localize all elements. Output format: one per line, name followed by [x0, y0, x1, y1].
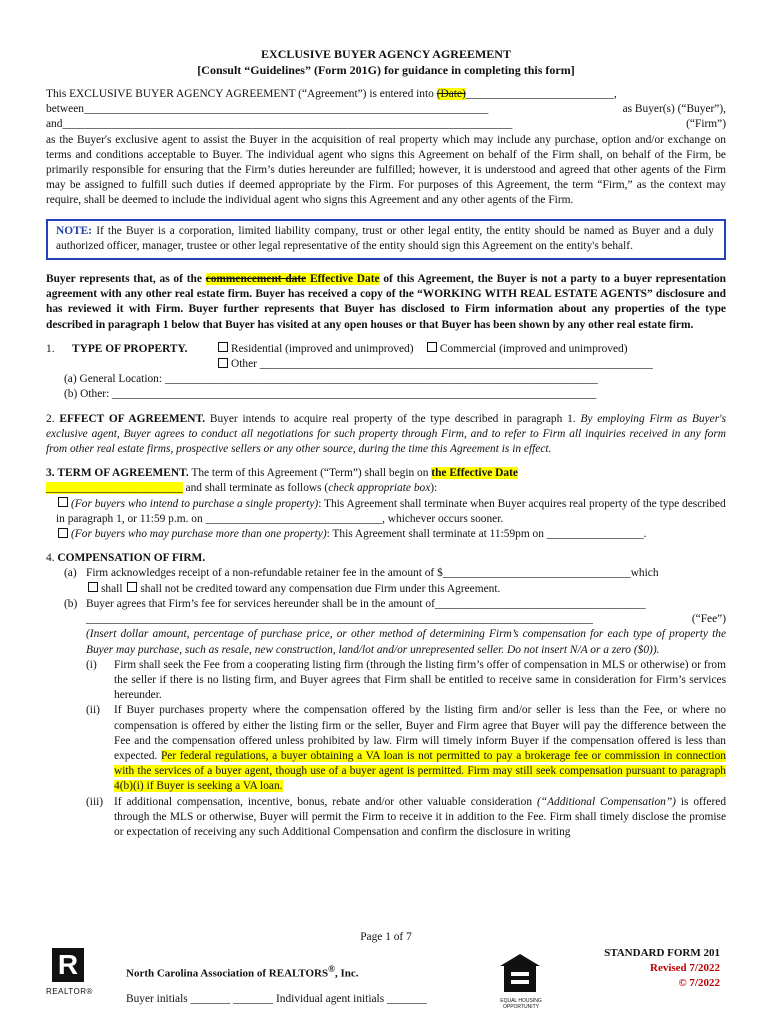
- section-4a: [46, 566, 726, 596]
- commercial-checkbox[interactable]: [427, 342, 437, 352]
- section-4b-iii-number: (iii): [86, 795, 104, 808]
- other-field[interactable]: (b) Other: _____________________________________________________________________________________: [64, 388, 597, 401]
- section-4b-iii: [46, 795, 726, 841]
- section-4b-i-text: Firm shall seek the Fee from a cooperating listing firm (through the listing firm’s offer of compensation in MLS or otherwise) or from the seller if there is no listing firm, and Buyer agrees that Firm shall be entitled to receive same in consideration for Firm’s services hereunder.: [114, 658, 726, 702]
- fee-amount-field[interactable]: Buyer agrees that Firm’s fee for services hereunder shall be in the amount of_____________________________________: [86, 597, 646, 610]
- term-option-multiple: [46, 527, 726, 542]
- section-2-heading: EFFECT OF AGREEMENT.: [59, 412, 206, 425]
- single-property-italic: (For buyers who intend to purchase a single property): [71, 497, 319, 510]
- form-title: EXCLUSIVE BUYER AGENCY AGREEMENT: [261, 47, 511, 61]
- section-4b-i-number: (i): [86, 658, 97, 671]
- note-text: If the Buyer is a corporation, limited liability company, trust or other legal entity, the entity should be named as Buyer and a duly authorized officer, manager, trustee or other legal representative of the entity should sign this Agreement on the entity's behalf.: [56, 224, 714, 252]
- buyer-name-field[interactable]: between_______________________________________________________________________: [46, 103, 489, 116]
- form-id-block: [604, 946, 720, 991]
- association-text: North Carolina Association of REALTORS: [126, 967, 329, 980]
- page-number: Page 1 of 7: [360, 931, 412, 943]
- section-4b: [46, 597, 726, 658]
- form-subtitle: [Consult “Guidelines” (Form 201G) for guidance in completing this form]: [197, 63, 575, 77]
- section-4b-iii-text-a: If additional compensation, incentive, bonus, rebate and/or other valuable consideration: [114, 795, 537, 808]
- general-location-field[interactable]: (a) General Location: ____________________________________________________________________________: [64, 373, 598, 386]
- copyright: © 7/2022: [678, 977, 720, 989]
- realtor-logo-icon: R: [52, 948, 84, 982]
- section-3-text-b: and shall terminate as follows (: [182, 482, 329, 495]
- section-1: [46, 342, 726, 372]
- additional-compensation-label: (“Additional Compensation”): [536, 795, 676, 808]
- page-footer: [46, 930, 726, 1020]
- residential-checkbox[interactable]: [218, 342, 228, 352]
- retainer-shall-not-label: shall not be credited toward any compensation due Firm under this Agreement.: [140, 582, 501, 595]
- section-2: [46, 412, 726, 458]
- term-option-single: [46, 497, 726, 527]
- section-4-number: 4.: [46, 552, 55, 565]
- section-4b-ii-text: If Buyer purchases property where the compensation offered by the listing firm and/or seller is less than the Fee, or where no compensation is offered by either the listing firm or the seller, Buyer and Firm agree that Buyer will pay the difference between the Fee and the compensation offered unless prohibited by law. Firm will timely inform Buyer if the compensation offered is less than expected.: [114, 704, 726, 762]
- section-4: [46, 551, 726, 566]
- section-1-heading: TYPE OF PROPERTY.: [72, 342, 188, 355]
- other-checkbox[interactable]: [218, 358, 228, 368]
- va-loan-highlight: Per federal regulations, a buyer obtaining a VA loan is not permitted to pay a brokerage fee or commission in connection with the services of a buyer agent, though use of a buyer agent is permitted. Firm may still seek compensation pursuant to paragraph 4(b)(i) if Buyer is seeking a VA loan.: [114, 749, 726, 793]
- section-4b-ii-number: (ii): [86, 704, 100, 717]
- section-3-heading: TERM OF AGREEMENT.: [57, 467, 189, 480]
- multiple-property-checkbox[interactable]: [58, 528, 68, 538]
- multiple-property-text: : This Agreement shall terminate at 11:59pm on _________________.: [326, 528, 647, 541]
- section-3-text-end: ):: [430, 482, 438, 495]
- section-4b-iii-text-b: is offered through the MLS or otherwise, Buyer will permit the Firm to receive it in addition to the Fee. Firm shall timely disclose the promise or expectation of receiving any such Additional Compensation and confirm the disclosure in writing: [114, 795, 727, 838]
- date-field[interactable]: __________________________,: [465, 88, 617, 100]
- intro-line1-text: This EXCLUSIVE BUYER AGENCY AGREEMENT (“Agreement”) is entered into: [46, 88, 437, 100]
- retainer-shall-label: shall: [101, 582, 123, 595]
- form-page: [46, 46, 726, 840]
- fee-amount-blank[interactable]: _________________________________________________________________________________________: [86, 613, 593, 626]
- residential-label: Residential (improved and unimproved): [231, 342, 414, 355]
- buyer-reps-struck: commencement date: [205, 273, 307, 286]
- fee-instructions: (Insert dollar amount, percentage of purchase price, or other method of determining Firm’s compensation for each type of property the Buyer may purchase, such as resale, new construction, land/lot and/or unrepresented seller. Do not insert N/A or a zero ($0)).: [86, 628, 726, 656]
- section-3-number: 3.: [46, 467, 55, 480]
- section-2-text: Buyer intends to acquire real property of the type described in paragraph 1.: [205, 412, 581, 425]
- buyer-reps-text-a: Buyer represents that, as of the: [46, 273, 206, 286]
- other-type-field[interactable]: Other _____________________________________________________________________: [231, 358, 653, 371]
- realtor-logo-caption: REALTOR®: [46, 987, 93, 996]
- single-property-checkbox[interactable]: [58, 497, 68, 507]
- section-4-heading: COMPENSATION OF FIRM.: [57, 552, 206, 565]
- retainer-fee-field[interactable]: Firm acknowledges receipt of a non-refundable retainer fee in the amount of $_________________________________which: [86, 567, 659, 580]
- intro-paragraph: as the Buyer's exclusive agent to assist the Buyer in the acquisition of real property which may include any purchase, option and/or exchange on terms and conditions acceptable to Buyer. The individual agent who signs this Agreement on behalf of the Firm shall, on behalf of the Firm, be primarily responsible for ensuring that the Firm’s duties hereunder are fulfilled; however, it is understood and agreed that other agents of the Firm may be assigned to fulfill such duties if deemed appropriate by the Firm. For purposes of this Agreement, the term “Firm,” as the context may require, shall be deemed to include the individual agent who signs this Agreement and any other agents of the Firm.: [46, 133, 726, 207]
- retainer-shall-checkbox[interactable]: [88, 582, 98, 592]
- commercial-label: Commercial (improved and unimproved): [439, 342, 628, 355]
- section-3: [46, 466, 726, 496]
- multiple-property-italic: (For buyers who may purchase more than one property): [71, 528, 327, 541]
- initials-line[interactable]: Buyer initials _______ _______ Individual agent initials _______: [126, 993, 427, 1005]
- fee-label: (“Fee”): [691, 613, 726, 626]
- intro-line-date: [46, 87, 726, 102]
- buyer-reps-highlight: Effective Date: [306, 273, 380, 286]
- association-tail: , Inc.: [334, 967, 359, 980]
- intro-line-firm: [46, 117, 726, 132]
- firm-label: (“Firm”): [686, 118, 726, 131]
- equal-housing-caption: EQUAL HOUSING OPPORTUNITY: [500, 998, 542, 1010]
- firm-name-field[interactable]: and_______________________________________________________________________________: [46, 118, 513, 131]
- section-4b-number: (b): [64, 597, 78, 610]
- section-4b-ii: [46, 703, 726, 794]
- section-2-italic: By employing Firm as Buyer's exclusive agent, Buyer agrees to conduct all negotiations for such property through Firm, and to refer to Firm all inquiries received in any form from other real estate firms, prospective sellers or any other source, during the time this Agreement is in effect.: [46, 412, 727, 456]
- association-name: [126, 962, 358, 982]
- association-reg-mark: ®: [328, 964, 335, 974]
- section-2-number: 2.: [46, 412, 55, 425]
- buyer-label: as Buyer(s) (“Buyer”),: [622, 103, 726, 116]
- term-start-field[interactable]: ________________________: [46, 482, 183, 495]
- section-4b-i: [46, 658, 726, 704]
- buyer-representations: [46, 272, 726, 333]
- section-3-text-a: The term of this Agreement (“Term”) shall begin on: [188, 467, 432, 480]
- effective-date-highlight: the Effective Date: [431, 467, 518, 480]
- single-property-text: : This Agreement shall terminate when Buyer acquires real property of the type described in paragraph 1, or 11:59 p.m. on _______________________________, whichever occurs sooner.: [56, 497, 726, 525]
- section-1-number: 1.: [46, 342, 55, 355]
- section-4a-number: (a): [64, 567, 77, 580]
- form-number: STANDARD FORM 201: [604, 947, 720, 959]
- note-label: NOTE:: [56, 224, 93, 237]
- section-3-check-note: check appropriate box: [328, 482, 431, 495]
- equal-housing-icon: [498, 952, 542, 998]
- intro-line-buyer: [46, 102, 726, 117]
- retainer-shall-not-checkbox[interactable]: [127, 582, 137, 592]
- note-box: [46, 219, 726, 260]
- revised-date: Revised 7/2022: [650, 962, 720, 974]
- buyer-reps-text-b: of this Agreement, the Buyer is not a party to a buyer representation agreement with any other real estate firm. Buyer has received a copy of the “WORKING WITH REAL ESTATE AGENTS” disclosure and has reviewed it with Firm. Buyer further represents that Buyer has disclosed to Firm information about any properties of the type described in paragraph 1 below that Buyer has visited at any open houses or that Buyer has been shown by any other real estate firm.: [46, 273, 726, 331]
- intro-date-struck: (Date): [436, 88, 466, 100]
